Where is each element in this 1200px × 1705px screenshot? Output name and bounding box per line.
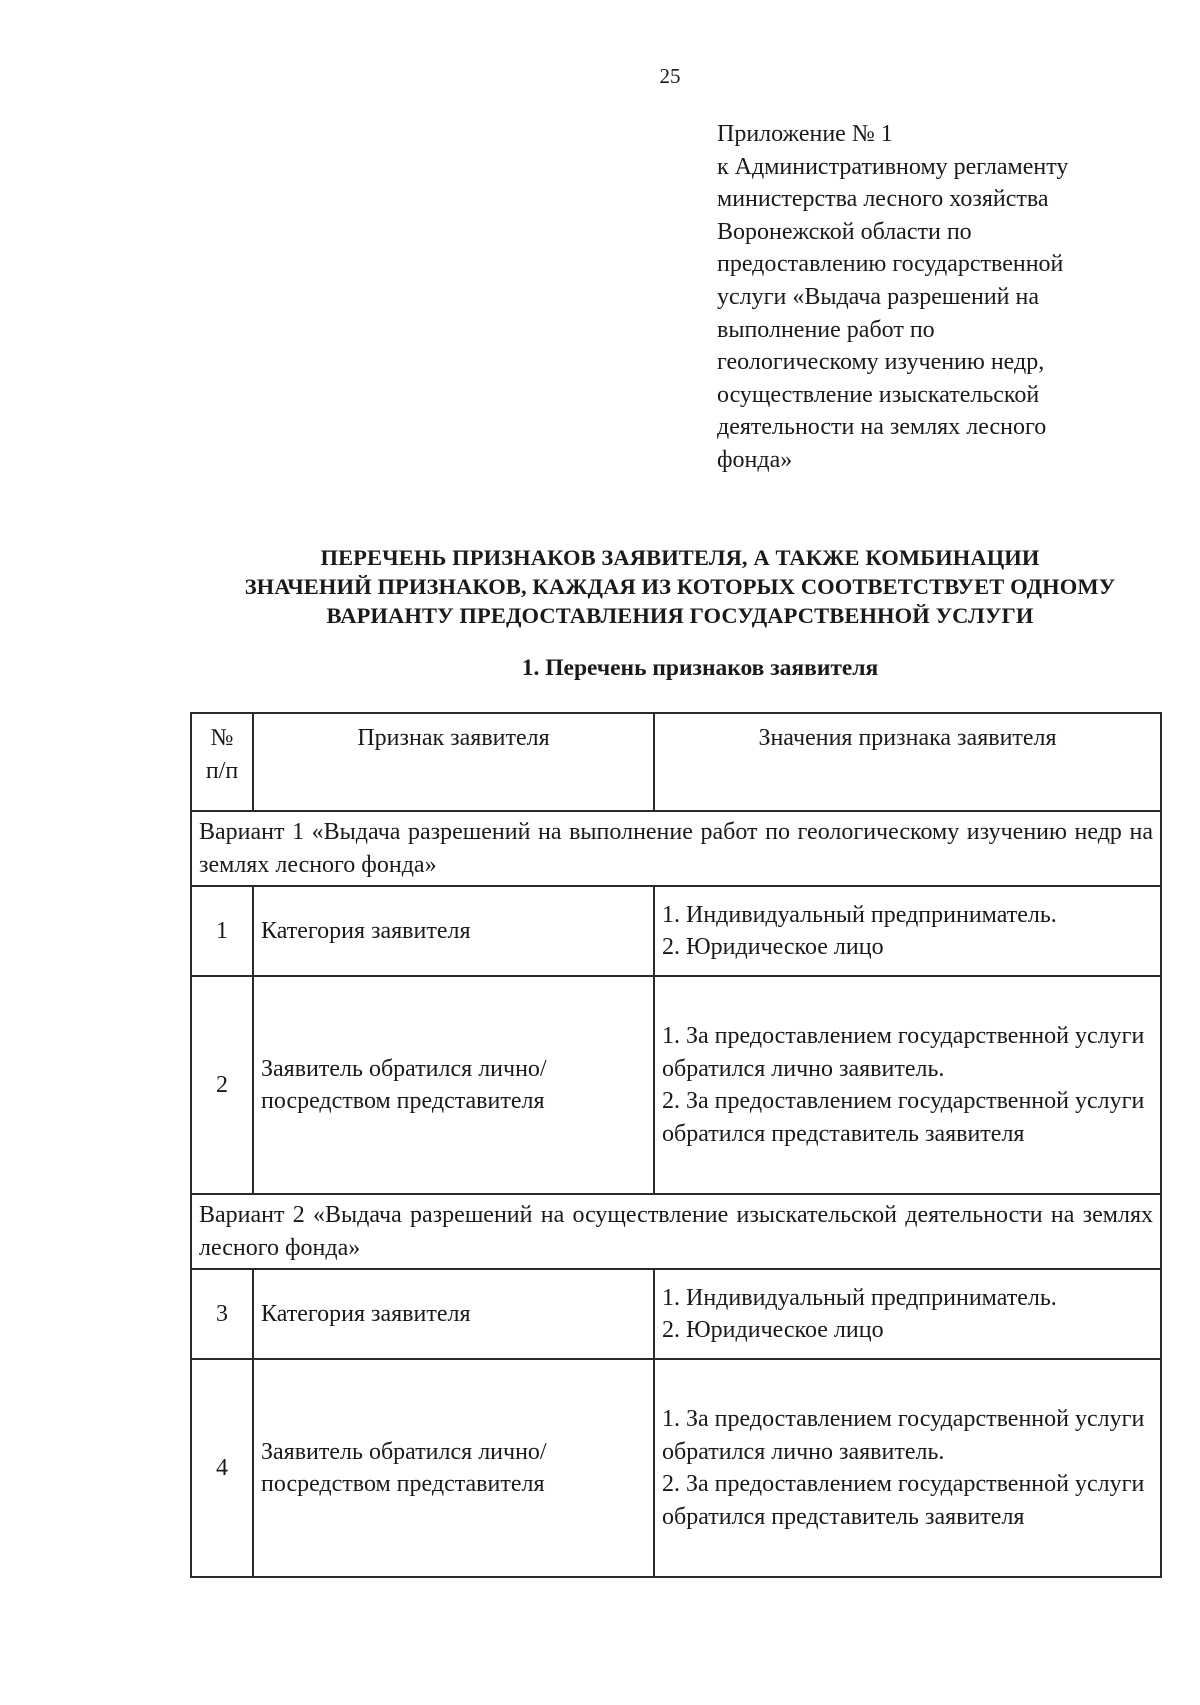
variant-row: [191, 1194, 1161, 1269]
row-num: 3: [191, 1269, 253, 1359]
document-title: [180, 543, 1180, 630]
row-values: [654, 976, 1161, 1194]
annex-line: услуги «Выдача разрешений на: [717, 283, 1040, 310]
table-row: [191, 886, 1161, 976]
table-row: [191, 1359, 1161, 1577]
row-feature: Заявитель обратился лично/посредством представителя: [253, 1359, 654, 1577]
row-value: 2. За предоставлением государственной услуги обратился представитель заявителя: [662, 1088, 1145, 1147]
row-value: 1. За предоставлением государственной услуги обратился лично заявитель.: [662, 1023, 1145, 1082]
variant-row: [191, 811, 1161, 886]
variant-1-label: Вариант 1 «Выдача разрешений на выполнение работ по геологическому изучению недр на землях лесного фонда»: [191, 811, 1161, 886]
section-title: 1. Перечень признаков заявителя: [521, 655, 879, 681]
row-values: [654, 886, 1161, 976]
annex-line: деятельности на землях лесного: [717, 414, 1047, 441]
annex-line: Воронежской области по: [717, 218, 972, 245]
variant-2-label: Вариант 2 «Выдача разрешений на осуществление изыскательской деятельности на землях лесного фонда»: [191, 1194, 1161, 1269]
annex-line: осуществление изыскательской: [717, 381, 1040, 408]
row-value: 1. Индивидуальный предприниматель.: [662, 1284, 1057, 1311]
annex-line: выполнение работ по: [717, 316, 935, 343]
title-line: ЗНАЧЕНИЙ ПРИЗНАКОВ, КАЖДАЯ ИЗ КОТОРЫХ СООТВЕТСТВУЕТ ОДНОМУ: [244, 574, 1116, 599]
row-feature: Категория заявителя: [253, 886, 654, 976]
title-line: ПЕРЕЧЕНЬ ПРИЗНАКОВ ЗАЯВИТЕЛЯ, А ТАКЖЕ КОМБИНАЦИИ: [320, 545, 1040, 570]
annex-line: предоставлению государственной: [717, 251, 1064, 278]
annex-line: фонда»: [717, 446, 793, 473]
annex-line: министерства лесного хозяйства: [717, 186, 1049, 213]
row-value: 1. За предоставлением государственной услуги обратился лично заявитель.: [662, 1406, 1145, 1465]
row-feature: Категория заявителя: [253, 1269, 654, 1359]
header-num: № п/п: [191, 713, 253, 811]
row-values: [654, 1359, 1161, 1577]
table-row: [191, 976, 1161, 1194]
row-value: 2. За предоставлением государственной услуги обратился представитель заявителя: [662, 1471, 1145, 1530]
row-feature: Заявитель обратился лично/посредством представителя: [253, 976, 654, 1194]
row-value: 2. Юридическое лицо: [662, 934, 884, 961]
annex-line: геологическому изучению недр,: [717, 349, 1045, 376]
row-values: [654, 1269, 1161, 1359]
row-num: 1: [191, 886, 253, 976]
row-value: 2. Юридическое лицо: [662, 1317, 884, 1344]
row-num: 2: [191, 976, 253, 1194]
annex-line: Приложение № 1: [717, 121, 893, 147]
criteria-table: [190, 712, 1162, 1578]
table-row: [191, 1269, 1161, 1359]
header-feature: Признак заявителя: [253, 713, 654, 811]
header-values: Значения признака заявителя: [654, 713, 1161, 811]
page-number: 25: [659, 64, 681, 88]
row-num: 4: [191, 1359, 253, 1577]
annex-header: [717, 118, 1157, 477]
title-line: ВАРИАНТУ ПРЕДОСТАВЛЕНИЯ ГОСУДАРСТВЕННОЙ УСЛУГИ: [326, 603, 1034, 628]
row-value: 1. Индивидуальный предприниматель.: [662, 901, 1057, 928]
table-header-row: [191, 713, 1161, 811]
annex-line: к Административному регламенту: [717, 153, 1069, 180]
